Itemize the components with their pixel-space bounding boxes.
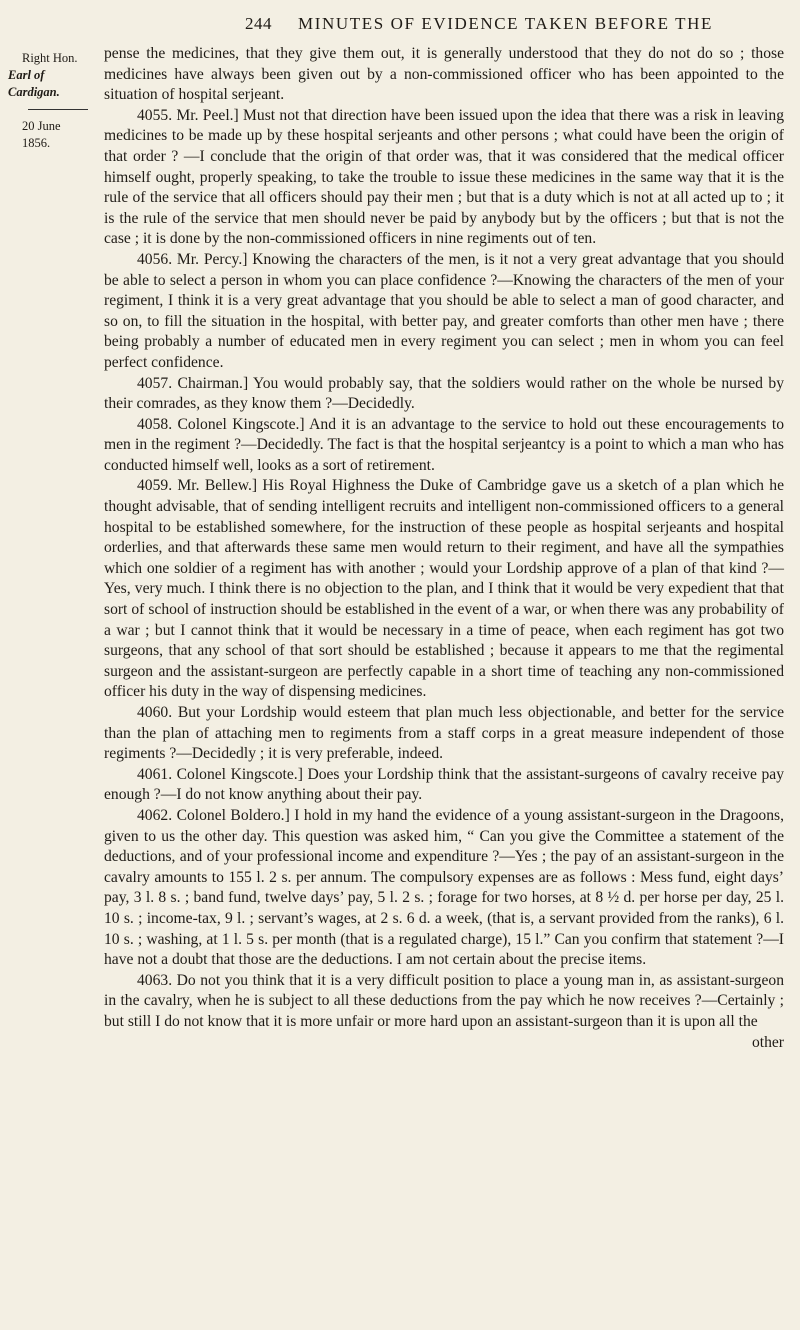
- margin-date: 20 June 1856.: [22, 119, 61, 150]
- paragraph-continuation: pense the medicines, that they give them out, it is generally understood that they do not do so ; those medicines have always been given out by a non-commissioned officer who has been appointed to the situation of hospital serjeant.: [104, 45, 784, 104]
- margin-divider: [28, 109, 88, 110]
- margin-witness-name-text: Earl of Cardigan.: [8, 68, 60, 99]
- catchword: other: [751, 1033, 784, 1051]
- margin-witness-title: Right Hon.: [22, 51, 78, 65]
- paragraph-4062: 4062. Colonel Boldero.] I hold in my hand the evidence of a young assistant-surgeon in the Dragoons, given to us the other day. This question was asked him, “ Can you give the Committee a statement of the deductions, and of your professional income and expenditure ?—Yes ; the pay of an assistant-surgeon in the cavalry amounts to 155 l. 2 s. per annum. The compulsory expenses are as follows : Mess fund, eight days’ pay, 3 l. 8 s. ; band fund, twelve days’ pay, 5 l. 2 s. ; forage for two horses, at 8 ½ d. per horse per day, 25 l. 10 s. ; income-tax, 9 l. ; servant’s wages, at 2 s. 6 d. a week, (that is, a servant provided from the ranks), 6 l. 10 s. ; washing, at 1 l. 5 s. per month (that is a regulated charge), 15 l.” Can you confirm that statement ?—I have not a doubt that those are the deductions. I am not certain about the precise items.: [104, 806, 784, 969]
- paragraph-4057: 4057. Chairman.] You would probably say, that the soldiers would rather on the whole be nursed by their comrades, as they know them ?—Decidedly.: [104, 374, 784, 413]
- paragraph-4055: 4055. Mr. Peel.] Must not that direction have been issued upon the idea that there was a risk in leaving medicines to be made up by these hospital serjeants and other persons ; what could have been the origin of that order ? —I conclude that the origin of that order was, that it was considered that the medical officer himself ought, properly speaking, to take the trouble to issue these medicines in the same way that it is the rule of the service that all officers should pay their men ; but that is a duty which is not at all acted up to ; it is the rule of the service that men should never be paid by anybody but by the officers ; but that is not the case ; it is done by the non-commissioned officers in nine regiments out of ten.: [104, 106, 784, 248]
- evidence-text: [104, 44, 784, 1053]
- paragraph-4056: 4056. Mr. Percy.] Knowing the characters of the men, is it not a very great advantage that you should be able to select a person in whom you can place confidence ?—Knowing the characters of the men of your regiment, I think it is a very great advantage that you should be able to select a man of good character, and so on, to fill the situation in the hospital, with better pay, and greater comforts than other men have ; there being probably a number of educated men in every regiment you can select ; men in whom you can feel perfect confidence.: [104, 250, 784, 371]
- page-number: 244: [245, 14, 272, 33]
- margin-witness-name: [8, 67, 88, 101]
- paragraph-4061: 4061. Colonel Kingscote.] Does your Lordship think that the assistant-surgeons of cavalry receive pay enough ?—I do not know anything about their pay.: [104, 765, 784, 804]
- page-header: [0, 10, 800, 38]
- paragraph-4063: 4063. Do not you think that it is a very difficult position to place a young man in, as assistant-surgeon in the cavalry, when he is subject to all these deductions from the pay which he now receives ?—Certainly ; but still I do not know that it is more unfair or more hard upon an assistant-surgeon than it is upon all the: [104, 971, 784, 1030]
- paragraph-4058: 4058. Colonel Kingscote.] And it is an advantage to the service to hold out these encouragements to men in the regiment ?—Decidedly. The fact is that the hospital serjeantcy is a point to which a man who has conducted himself well, looks as a sort of retirement.: [104, 415, 784, 474]
- margin-note: [8, 50, 88, 152]
- paragraph-4059: 4059. Mr. Bellew.] His Royal Highness the Duke of Cambridge gave us a sketch of a plan which he thought advisable, that of sending intelligent recruits and intelligent non-commissioned officers to a general hospital to be established somewhere, for the instruction of these people as hospital serjeants and hospital orderlies, and that afterwards these same men would return to their regiment, and have all the sympathies which one soldier of a regiment has with another ; would your Lordship approve of a plan of that kind ?—Yes, very much. I think there is no objection to the plan, and I think that it would be very expedient that that sort of school of instruction should be established in the event of a war, or when there was any probability of a war ; but I cannot think that it would be necessary in a time of peace, when each regiment has got two surgeons, that any school of that sort should be established ; because it appears to me that the regimental surgeon and the assistant-surgeon are perfectly capable in a short time of teaching any non-commissioned officer his duty in the way of dispensing medicines.: [104, 477, 784, 701]
- paragraph-4060: 4060. But your Lordship would esteem that plan much less objectionable, and better for the service than the plan of attaching men to regiments from a staff corps in a great measure independent of those regiments ?—Decidedly ; it is very preferable, indeed.: [104, 704, 784, 763]
- running-title: MINUTES OF EVIDENCE TAKEN BEFORE THE: [298, 14, 713, 33]
